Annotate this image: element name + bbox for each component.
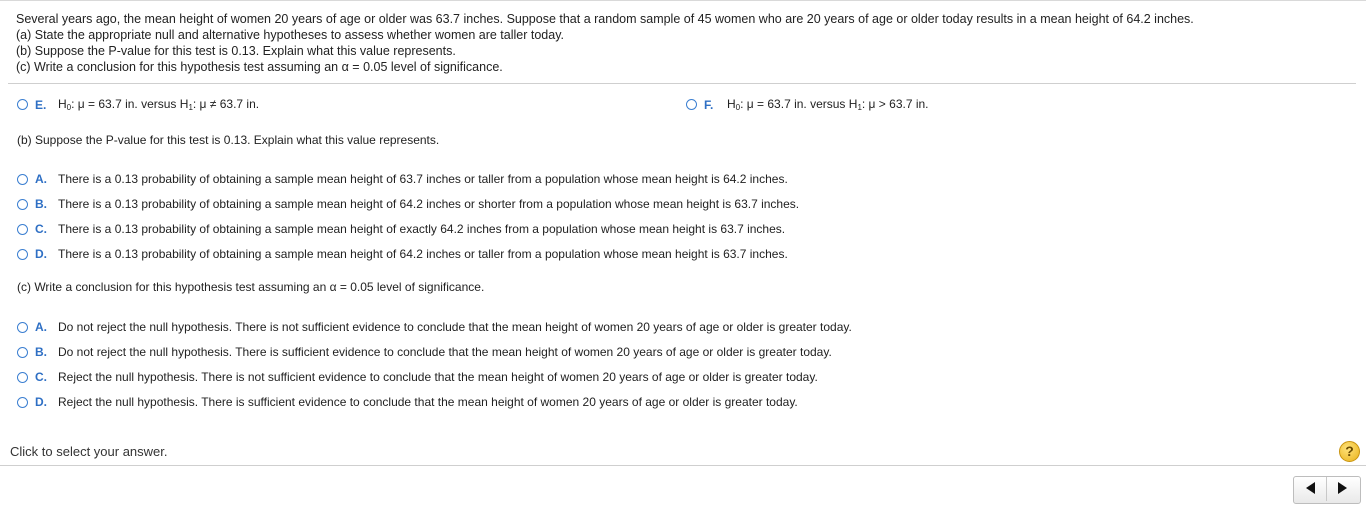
- option-letter: B.: [35, 345, 47, 359]
- nav-divider: [1326, 477, 1327, 501]
- option-text: Do not reject the null hypothesis. There is sufficient evidence to conclude that the mean height of women 20 years of age or older is greater today.: [58, 345, 832, 359]
- part-b-option-a[interactable]: [17, 172, 788, 186]
- option-text: Reject the null hypothesis. There is not sufficient evidence to conclude that the mean height of women 20 years of age or older is greater today.: [58, 370, 818, 384]
- question-part-c: (c) Write a conclusion for this hypothesis test assuming an α = 0.05 level of significance.: [16, 60, 503, 74]
- next-button[interactable]: [1329, 476, 1355, 500]
- arrow-left-icon: [1306, 482, 1315, 494]
- option-text: Reject the null hypothesis. There is sufficient evidence to conclude that the mean height of women 20 years of age or older is greater today.: [58, 395, 798, 409]
- option-letter: F.: [704, 97, 714, 112]
- option-letter: A.: [35, 320, 47, 334]
- part-c-label: (c) Write a conclusion for this hypothesis test assuming an α = 0.05 level of significance.: [17, 280, 485, 294]
- option-f-hypothesis[interactable]: [686, 97, 929, 112]
- status-text: Click to select your answer.: [10, 444, 168, 459]
- part-c-option-c[interactable]: [17, 370, 818, 384]
- option-text: There is a 0.13 probability of obtaining a sample mean height of 63.7 inches or taller from a population whose mean height is 64.2 inches.: [58, 172, 788, 186]
- part-c-option-b[interactable]: [17, 345, 832, 359]
- top-border: [0, 0, 1366, 1]
- option-letter: C.: [35, 222, 47, 236]
- radio-button[interactable]: [17, 347, 28, 358]
- option-letter: C.: [35, 370, 47, 384]
- radio-button[interactable]: [17, 372, 28, 383]
- option-letter: B.: [35, 197, 47, 211]
- option-text: $H_0$: μ = 63.7 in. versus $H_1$: μ ≠ 63.7 in.: [58, 97, 260, 112]
- radio-button[interactable]: [17, 174, 28, 185]
- question-part-a: (a) State the appropriate null and alternative hypotheses to assess whether women are taller today.: [16, 28, 564, 42]
- radio-button[interactable]: [17, 322, 28, 333]
- part-c-option-a[interactable]: [17, 320, 852, 334]
- option-text: There is a 0.13 probability of obtaining a sample mean height of exactly 64.2 inches from a population whose mean height is 63.7 inches.: [58, 222, 786, 236]
- part-b-label: (b) Suppose the P-value for this test is 0.13. Explain what this value represents.: [17, 133, 440, 147]
- part-b-option-d[interactable]: [17, 247, 788, 261]
- option-text: Do not reject the null hypothesis. There is not sufficient evidence to conclude that the mean height of women 20 years of age or older is greater today.: [58, 320, 852, 334]
- option-letter: E.: [35, 97, 47, 112]
- option-letter: A.: [35, 172, 47, 186]
- question-mark-icon[interactable]: ?: [1339, 441, 1360, 462]
- part-b-option-b[interactable]: [17, 197, 799, 211]
- option-e-hypothesis[interactable]: [17, 97, 259, 112]
- option-text: There is a 0.13 probability of obtaining a sample mean height of 64.2 inches or taller from a population whose mean height is 63.7 inches.: [58, 247, 788, 261]
- part-c-option-d[interactable]: [17, 395, 798, 409]
- question-part-b: (b) Suppose the P-value for this test is 0.13. Explain what this value represents.: [16, 44, 456, 58]
- radio-button[interactable]: [17, 249, 28, 260]
- radio-button[interactable]: [17, 397, 28, 408]
- radio-button[interactable]: [17, 99, 28, 110]
- option-letter: D.: [35, 395, 47, 409]
- question-text: [16, 11, 1194, 75]
- option-text: There is a 0.13 probability of obtaining a sample mean height of 64.2 inches or shorter from a population whose mean height is 63.7 inches.: [58, 197, 800, 211]
- radio-button[interactable]: [17, 199, 28, 210]
- part-b-option-c[interactable]: [17, 222, 785, 236]
- option-letter: D.: [35, 247, 47, 261]
- option-text: $H_0$: μ = 63.7 in. versus $H_1$: μ > 63.7 in.: [727, 97, 929, 112]
- arrow-right-icon: [1338, 482, 1347, 494]
- question-divider: [8, 83, 1356, 84]
- radio-button[interactable]: [17, 224, 28, 235]
- previous-button[interactable]: [1297, 476, 1323, 500]
- question-intro: Several years ago, the mean height of women 20 years of age or older was 63.7 inches. Suppose that a random sample of 45 women who are 20 years of age or older today results in a mean height of 64.2 inches.: [16, 12, 1194, 26]
- footer-divider: [0, 465, 1366, 466]
- radio-button[interactable]: [686, 99, 697, 110]
